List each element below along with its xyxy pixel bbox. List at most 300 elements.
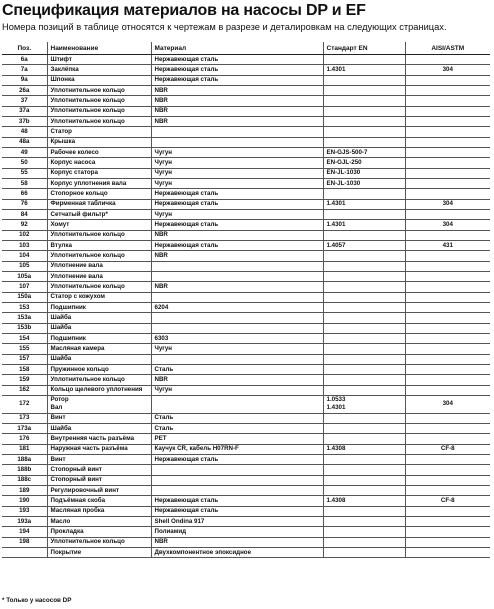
cell-name-line: Рабочее колесо — [50, 148, 99, 156]
table-header-row — [2, 42, 490, 55]
cell-position: 176 — [2, 434, 47, 444]
cell-aisi-astm — [405, 251, 490, 261]
cell-material — [151, 178, 323, 188]
cell-aisi-astm — [405, 240, 490, 250]
cell-aisi-astm — [405, 517, 490, 527]
cell-standard-en — [323, 517, 405, 527]
table-row — [2, 506, 490, 516]
cell-standard-en — [323, 413, 405, 423]
cell-name-line: Шайба — [50, 313, 72, 321]
cell-material-line: NBR — [154, 282, 168, 290]
cell-name-line: Наружная часть разъёма — [50, 445, 128, 453]
cell-name — [47, 137, 151, 147]
cell-material — [151, 209, 323, 219]
table-row — [2, 85, 490, 95]
cell-material — [151, 271, 323, 281]
cell-material-line: Нержавеющая сталь — [154, 55, 219, 63]
cell-name-line: Сетчатый фильтр* — [50, 210, 108, 218]
cell-standard-en — [323, 85, 405, 95]
cell-material-line: NBR — [154, 96, 168, 104]
cell-position: 49 — [2, 147, 47, 157]
table-row — [2, 199, 490, 209]
cell-aisi-astm — [405, 220, 490, 230]
cell-aisi-astm — [405, 537, 490, 547]
cell-name — [47, 313, 151, 323]
cell-position: 172 — [2, 395, 47, 413]
cell-material — [151, 527, 323, 537]
cell-material-line: Нержавеющая сталь — [154, 220, 219, 228]
cell-name — [47, 189, 151, 199]
cell-name — [47, 96, 151, 106]
table-row — [2, 251, 490, 261]
cell-name — [47, 178, 151, 188]
cell-material-line: Сталь — [154, 365, 174, 373]
cell-name — [47, 375, 151, 385]
cell-name-line: Корпус насоса — [50, 158, 96, 166]
table-row — [2, 323, 490, 333]
cell-name — [47, 364, 151, 374]
cell-material — [151, 424, 323, 434]
cell-name — [47, 116, 151, 126]
cell-material — [151, 85, 323, 95]
cell-name-line: Покрытие — [50, 548, 82, 556]
cell-name-line: Штифт — [50, 55, 72, 63]
table-row — [2, 395, 490, 413]
cell-standard-en-line: EN-GJS-500-7 — [326, 148, 368, 156]
cell-material — [151, 475, 323, 485]
cell-standard-en — [323, 527, 405, 537]
cell-name — [47, 230, 151, 240]
cell-position: 159 — [2, 375, 47, 385]
cell-aisi-astm — [405, 55, 490, 65]
cell-name — [47, 65, 151, 75]
cell-material — [151, 240, 323, 250]
cell-material — [151, 55, 323, 65]
header-position: Поз. — [2, 42, 47, 55]
cell-standard-en — [323, 116, 405, 126]
table-row — [2, 189, 490, 199]
cell-material-line: 6204 — [154, 303, 169, 311]
cell-material — [151, 496, 323, 506]
cell-name — [47, 302, 151, 312]
cell-name — [47, 434, 151, 444]
cell-position: 188c — [2, 475, 47, 485]
cell-position: 58 — [2, 178, 47, 188]
cell-name — [47, 465, 151, 475]
footnote: * Только у насосов DP — [2, 597, 72, 604]
cell-material-line: Нержавеющая сталь — [154, 189, 219, 197]
cell-position: 107 — [2, 282, 47, 292]
cell-standard-en — [323, 127, 405, 137]
cell-standard-en — [323, 292, 405, 302]
cell-name-line: Масло — [50, 517, 71, 525]
cell-standard-en — [323, 434, 405, 444]
cell-name-line: Стопорное кольцо — [50, 189, 108, 197]
cell-name — [47, 168, 151, 178]
cell-aisi-astm-line: 431 — [442, 241, 453, 249]
cell-standard-en-line: 1.4301 — [326, 220, 346, 228]
cell-standard-en — [323, 465, 405, 475]
cell-name-line: Ротор — [50, 396, 69, 404]
table-row — [2, 364, 490, 374]
table-row — [2, 209, 490, 219]
cell-position: 105a — [2, 271, 47, 281]
cell-name-line: Статор — [50, 127, 72, 135]
cell-material-line: NBR — [154, 375, 168, 383]
cell-aisi-astm — [405, 85, 490, 95]
cell-name — [47, 548, 151, 558]
cell-standard-en — [323, 137, 405, 147]
cell-name-line: Корпус уплотнения вала — [50, 179, 127, 187]
page-subtitle: Номера позиций в таблице относятся к чертежам в разрезе и деталировкам на следующих страницах. — [2, 22, 447, 32]
table-row — [2, 375, 490, 385]
cell-standard-en-line: EN-JL-1030 — [326, 179, 361, 187]
table-row — [2, 178, 490, 188]
cell-material — [151, 364, 323, 374]
table-row — [2, 475, 490, 485]
cell-aisi-astm — [405, 486, 490, 496]
cell-material — [151, 413, 323, 423]
cell-aisi-astm — [405, 475, 490, 485]
table-row — [2, 55, 490, 65]
cell-material-line: PET — [154, 435, 167, 443]
header-name: Наименование — [47, 42, 151, 55]
cell-standard-en — [323, 189, 405, 199]
cell-material-line: Каучук CR, кабель H07RN-F — [154, 445, 239, 453]
cell-position: 193a — [2, 517, 47, 527]
cell-standard-en — [323, 147, 405, 157]
cell-standard-en-line: 1.4301 — [326, 65, 346, 73]
cell-material — [151, 354, 323, 364]
cell-position: 66 — [2, 189, 47, 199]
cell-aisi-astm-line: CF-8 — [440, 497, 455, 505]
cell-material-line: Shell Ondina 917 — [154, 517, 205, 525]
cell-name — [47, 240, 151, 250]
cell-material-line: Чугун — [154, 148, 173, 156]
table-row — [2, 292, 490, 302]
cell-name-line: Уплотнительное кольцо — [50, 96, 125, 104]
cell-material — [151, 385, 323, 395]
cell-material-line: Сталь — [154, 424, 174, 432]
cell-standard-en — [323, 486, 405, 496]
cell-aisi-astm — [405, 496, 490, 506]
cell-name-line: Внутренняя часть разъёма — [50, 435, 135, 443]
cell-name-line: Шайба — [50, 355, 72, 363]
cell-material-line: Нержавеющая сталь — [154, 497, 219, 505]
cell-name — [47, 527, 151, 537]
table-row — [2, 455, 490, 465]
cell-material-line: Чугун — [154, 169, 173, 177]
cell-aisi-astm — [405, 147, 490, 157]
cell-name-line: Хомут — [50, 220, 70, 228]
cell-material — [151, 333, 323, 343]
cell-aisi-astm-line: 304 — [442, 200, 453, 208]
cell-position: 153b — [2, 323, 47, 333]
cell-name-line: Заклёпка — [50, 65, 79, 73]
cell-position: 37 — [2, 96, 47, 106]
cell-aisi-astm — [405, 96, 490, 106]
cell-material — [151, 158, 323, 168]
cell-position: 154 — [2, 333, 47, 343]
cell-aisi-astm — [405, 178, 490, 188]
cell-name — [47, 75, 151, 85]
cell-name-line: Масляная пробка — [50, 507, 105, 515]
cell-aisi-astm — [405, 65, 490, 75]
table-row — [2, 537, 490, 547]
cell-name-line: Шпонка — [50, 76, 75, 84]
cell-standard-en-line: 1.0533 — [326, 396, 346, 404]
cell-name — [47, 333, 151, 343]
cell-standard-en-line: 1.4308 — [326, 497, 346, 505]
cell-name — [47, 344, 151, 354]
cell-position: 188a — [2, 455, 47, 465]
cell-material-line: Нержавеющая сталь — [154, 241, 219, 249]
cell-aisi-astm — [405, 75, 490, 85]
table-row — [2, 147, 490, 157]
table-row — [2, 354, 490, 364]
cell-aisi-astm — [405, 444, 490, 454]
cell-position: 55 — [2, 168, 47, 178]
cell-name-line: Винт — [50, 414, 66, 422]
cell-name-line: Винт — [50, 455, 66, 463]
cell-name-line: Масляная камера — [50, 344, 105, 352]
cell-material-line: Нержавеющая сталь — [154, 507, 219, 515]
cell-name-line: Уплотнительное кольцо — [50, 375, 125, 383]
cell-name-line: Крышка — [50, 138, 76, 146]
cell-name — [47, 475, 151, 485]
cell-standard-en — [323, 55, 405, 65]
cell-name — [47, 106, 151, 116]
cell-aisi-astm — [405, 127, 490, 137]
cell-name — [47, 455, 151, 465]
cell-standard-en — [323, 354, 405, 364]
cell-material — [151, 251, 323, 261]
cell-name-line: Уплотнительное кольцо — [50, 251, 125, 259]
table-row — [2, 496, 490, 506]
cell-aisi-astm — [405, 506, 490, 516]
cell-name-line: Уплотнительное кольцо — [50, 86, 125, 94]
cell-standard-en — [323, 537, 405, 547]
cell-position: 150a — [2, 292, 47, 302]
cell-position: 173a — [2, 424, 47, 434]
cell-aisi-astm — [405, 271, 490, 281]
cell-name — [47, 323, 151, 333]
table-row — [2, 313, 490, 323]
table-row — [2, 465, 490, 475]
table-row — [2, 116, 490, 126]
table-row — [2, 230, 490, 240]
cell-material — [151, 465, 323, 475]
table-row — [2, 344, 490, 354]
cell-position: 50 — [2, 158, 47, 168]
cell-name — [47, 486, 151, 496]
table-header — [2, 42, 490, 55]
cell-standard-en — [323, 158, 405, 168]
table-row — [2, 65, 490, 75]
cell-standard-en-line: 1.4301 — [326, 404, 346, 412]
table-row — [2, 75, 490, 85]
cell-name-line: Уплотнительное кольцо — [50, 282, 125, 290]
cell-position: 190 — [2, 496, 47, 506]
cell-position: 194 — [2, 527, 47, 537]
cell-standard-en — [323, 496, 405, 506]
cell-position: 193 — [2, 506, 47, 516]
cell-name — [47, 209, 151, 219]
cell-name-line: Подшипник — [50, 303, 86, 311]
cell-material-line: Нержавеющая сталь — [154, 200, 219, 208]
cell-standard-en — [323, 475, 405, 485]
cell-material — [151, 65, 323, 75]
table-row — [2, 486, 490, 496]
table-body — [2, 55, 490, 558]
cell-material-line: 6303 — [154, 334, 169, 342]
cell-material — [151, 189, 323, 199]
cell-aisi-astm — [405, 282, 490, 292]
table-row — [2, 424, 490, 434]
cell-standard-en — [323, 230, 405, 240]
cell-aisi-astm — [405, 313, 490, 323]
cell-aisi-astm — [405, 261, 490, 271]
cell-name-line: Вал — [50, 404, 63, 412]
cell-material-line: Двухкомпонентное эпоксидное — [154, 548, 252, 556]
cell-name — [47, 413, 151, 423]
table-row — [2, 302, 490, 312]
cell-position: 198 — [2, 537, 47, 547]
table-row — [2, 240, 490, 250]
cell-name-line: Регулировочный винт — [50, 486, 120, 494]
cell-name — [47, 385, 151, 395]
cell-position: 84 — [2, 209, 47, 219]
cell-material-line: Нержавеющая сталь — [154, 65, 219, 73]
cell-name-line: Шайба — [50, 424, 72, 432]
cell-material-line: NBR — [154, 117, 168, 125]
cell-name — [47, 251, 151, 261]
cell-aisi-astm — [405, 364, 490, 374]
cell-standard-en-line: EN-GJL-250 — [326, 158, 362, 166]
cell-position: 26a — [2, 85, 47, 95]
cell-aisi-astm — [405, 116, 490, 126]
cell-material-line: NBR — [154, 86, 168, 94]
cell-aisi-astm-line: CF-8 — [440, 445, 455, 453]
cell-aisi-astm — [405, 354, 490, 364]
cell-name — [47, 147, 151, 157]
cell-name-line: Кольцо щелевого уплотнения — [50, 386, 143, 394]
cell-name — [47, 55, 151, 65]
cell-name-line: Уплотнение вала — [50, 272, 103, 280]
cell-material — [151, 375, 323, 385]
cell-material — [151, 230, 323, 240]
cell-standard-en — [323, 395, 405, 413]
cell-name — [47, 424, 151, 434]
cell-material-line: NBR — [154, 251, 168, 259]
materials-table — [2, 42, 490, 558]
cell-material — [151, 323, 323, 333]
cell-position: 48a — [2, 137, 47, 147]
cell-aisi-astm — [405, 199, 490, 209]
cell-name-line: Фирменная табличка — [50, 200, 116, 208]
cell-name-line: Подъёмная скоба — [50, 497, 106, 505]
cell-name — [47, 85, 151, 95]
cell-aisi-astm — [405, 168, 490, 178]
cell-name-line: Корпус статора — [50, 169, 98, 177]
cell-standard-en — [323, 333, 405, 343]
cell-aisi-astm — [405, 137, 490, 147]
cell-name — [47, 282, 151, 292]
cell-material — [151, 199, 323, 209]
cell-name-line: Уплотнительное кольцо — [50, 231, 125, 239]
cell-position: 37a — [2, 106, 47, 116]
cell-standard-en — [323, 313, 405, 323]
cell-name — [47, 395, 151, 413]
table-row — [2, 261, 490, 271]
cell-name — [47, 537, 151, 547]
cell-name — [47, 292, 151, 302]
cell-material — [151, 220, 323, 230]
cell-position: 153 — [2, 302, 47, 312]
cell-material — [151, 537, 323, 547]
cell-material-line: Чугун — [154, 344, 173, 352]
cell-aisi-astm — [405, 455, 490, 465]
table-row — [2, 548, 490, 558]
cell-material-line: Чугун — [154, 158, 173, 166]
cell-position — [2, 548, 47, 558]
table-row — [2, 137, 490, 147]
cell-position: 103 — [2, 240, 47, 250]
cell-position: 173 — [2, 413, 47, 423]
cell-material — [151, 261, 323, 271]
cell-standard-en-line: EN-JL-1030 — [326, 169, 361, 177]
cell-position: 162 — [2, 385, 47, 395]
cell-material — [151, 292, 323, 302]
cell-aisi-astm — [405, 158, 490, 168]
cell-position: 48 — [2, 127, 47, 137]
cell-aisi-astm — [405, 434, 490, 444]
table-row — [2, 434, 490, 444]
cell-position: 153a — [2, 313, 47, 323]
cell-aisi-astm — [405, 333, 490, 343]
cell-aisi-astm-line: 304 — [442, 220, 453, 228]
cell-material-line: Чугун — [154, 210, 173, 218]
cell-name — [47, 444, 151, 454]
cell-standard-en — [323, 251, 405, 261]
cell-standard-en — [323, 385, 405, 395]
table-row — [2, 158, 490, 168]
cell-material — [151, 444, 323, 454]
cell-position: 37b — [2, 116, 47, 126]
cell-material — [151, 344, 323, 354]
cell-name — [47, 127, 151, 137]
header-material: Материал — [151, 42, 323, 55]
cell-standard-en — [323, 271, 405, 281]
cell-name — [47, 517, 151, 527]
table-row — [2, 517, 490, 527]
page-title: Спецификация материалов на насосы DP и EF — [2, 2, 366, 19]
cell-standard-en — [323, 178, 405, 188]
cell-position: 92 — [2, 220, 47, 230]
cell-material-line: Чугун — [154, 179, 173, 187]
cell-material — [151, 282, 323, 292]
cell-material — [151, 137, 323, 147]
cell-position: 7a — [2, 65, 47, 75]
cell-aisi-astm — [405, 292, 490, 302]
cell-standard-en — [323, 96, 405, 106]
cell-name-line: Уплотнительное кольцо — [50, 117, 125, 125]
cell-standard-en — [323, 220, 405, 230]
cell-standard-en — [323, 506, 405, 516]
cell-name-line: Шайба — [50, 324, 72, 332]
cell-material-line: NBR — [154, 231, 168, 239]
cell-name-line: Втулка — [50, 241, 72, 249]
